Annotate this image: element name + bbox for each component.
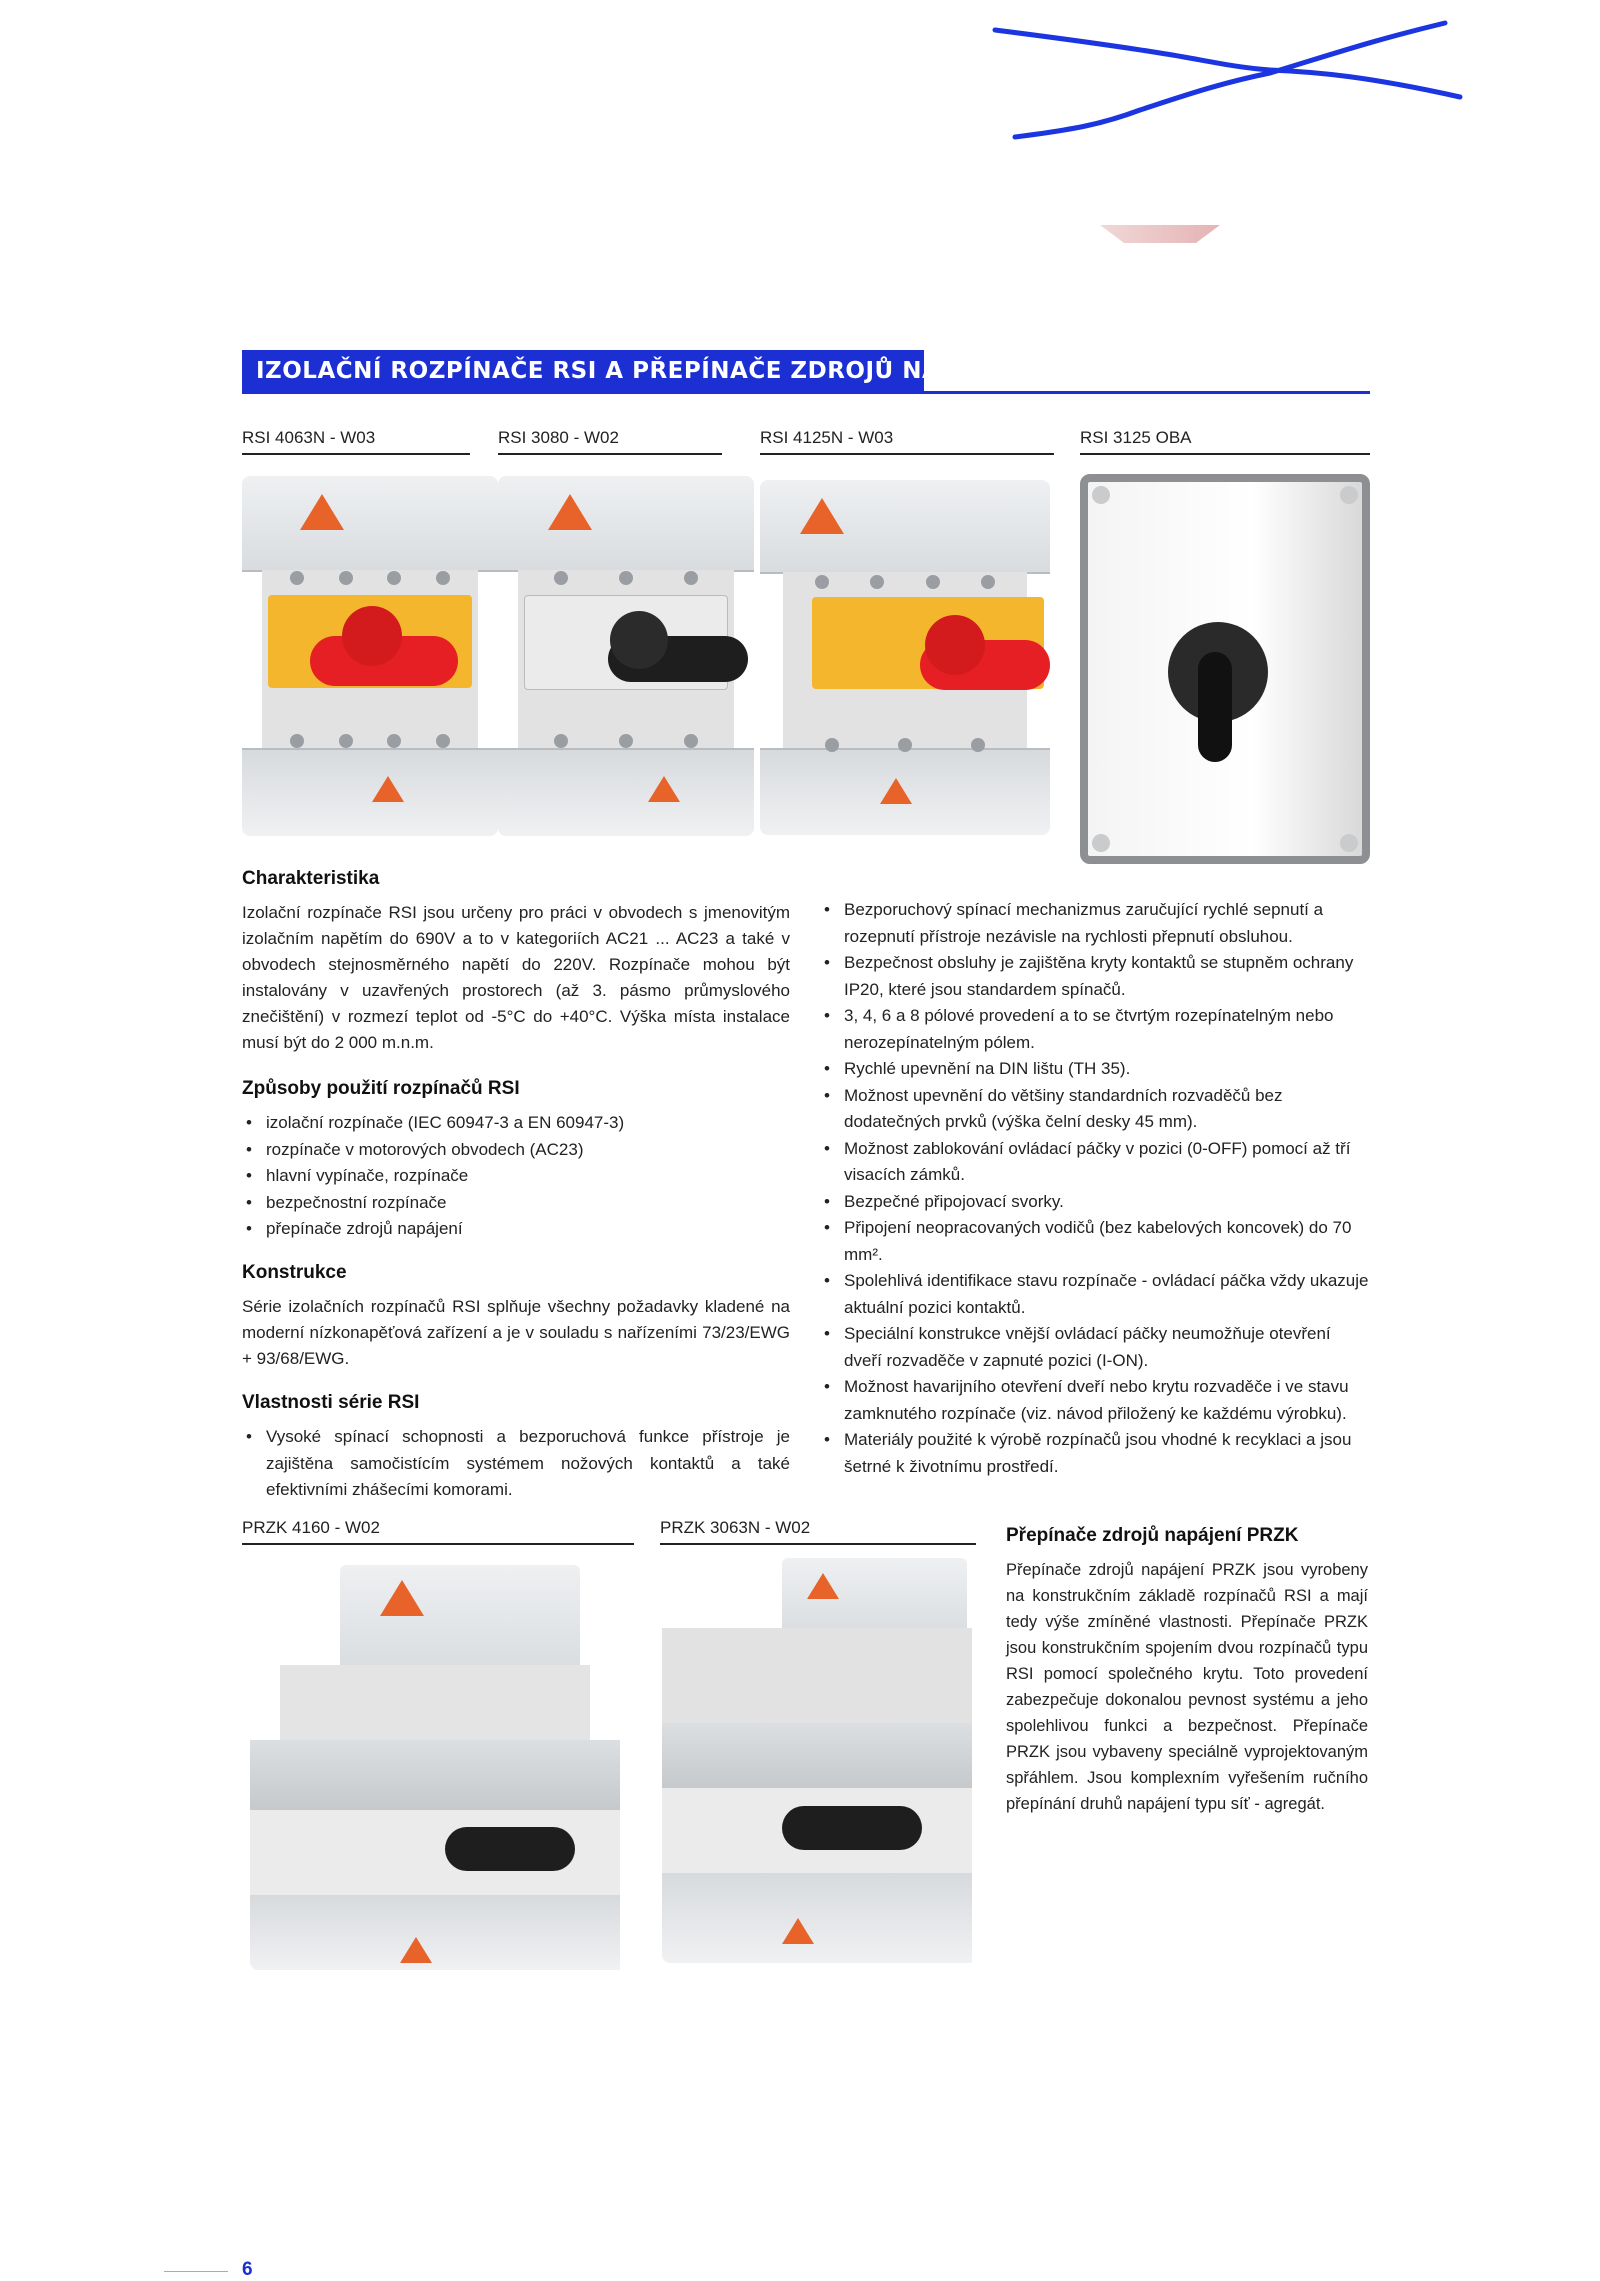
list-item: • izolační rozpínače (IEC 60947-3 a EN 60947-3)	[242, 1110, 790, 1137]
list-item: • hlavní vypínače, rozpínače	[242, 1163, 790, 1190]
list-item: • Bezpečné připojovací svorky.	[820, 1189, 1370, 1216]
list-zpusoby-pouziti	[242, 1110, 790, 1243]
list-item: • Materiály použité k výrobě rozpínačů jsou vhodné k recyklaci a jsou šetrné k životnímu prostředí.	[820, 1427, 1370, 1480]
text-przk: Přepínače zdrojů napájení PRZK jsou vyrobeny na konstrukčním základě rozpínačů RSI a mají tedy výše zmíněné vlastnosti. Přepínače PRZK jsou konstrukčním spojením dvou rozpínačů typu RSI pomocí společného krytu. Toto provedení zabezpečuje dokonalou pevnost systému a jeho spolehlivou funkci a bezpečnost. Přepínače PRZK jsou vybaveny speciálně vyprojektovaným spřáhlem. Jsou komplexním vyřešením ručního přepínání druhů napájení typu síť - agregát.	[1006, 1561, 1368, 1813]
list-item: • Speciální konstrukce vnější ovládací páčky neumožňuje otevření dveří rozvaděče v zapnuté pozici (I-ON).	[820, 1321, 1370, 1374]
list-item: • 3, 4, 6 a 8 pólové provedení a to se čtvrtým rozepínatelným nebo nerozepínatelným pólem.	[820, 1003, 1370, 1056]
product-label-rule	[242, 453, 470, 455]
product-label-rule	[660, 1543, 976, 1545]
top-image-fragment	[1100, 225, 1220, 243]
list-item: • Možnost zablokování ovládací páčky v pozici (0-OFF) pomocí až tří visacích zámků.	[820, 1136, 1370, 1189]
list-item: • rozpínače v motorových obvodech (AC23)	[242, 1137, 790, 1164]
product-label-rsi-4063n: RSI 4063N - W03	[242, 428, 376, 447]
text-charakteristika: Izolační rozpínače RSI jsou určeny pro práci v obvodech s jmenovitým izolačním napětím do 690V a to v kategoriích AC21 ... AC23 a také v obvodech stejnosměrného napětí do 220V. Rozpínače mohou být instalovány v uzavřených prostorech (až 3. pásmo průmyslového znečištění) v rozmezí teplot od -5°C do +40°C. Výška místa instalace musí být do 2 000 m.n.m.	[242, 903, 790, 1052]
product-image-przk-3063n	[662, 1558, 980, 1963]
list-item: • Vysoké spínací schopnosti a bezporuchová funkce přístroje je zajištěna samočistícím systémem nožových kontaktů a také efektivními zhášecími komorami.	[242, 1424, 790, 1504]
product-label-przk-3063n: PRZK 3063N - W02	[660, 1518, 811, 1537]
product-image-przk-4160	[250, 1565, 630, 1970]
product-label-rule	[1080, 453, 1370, 455]
heading-przk: Přepínače zdrojů napájení PRZK	[1006, 1525, 1299, 1546]
list-item: • Připojení neopracovaných vodičů (bez kabelových koncovek) do 70 mm².	[820, 1215, 1370, 1268]
product-image-rsi-4063n	[242, 476, 498, 836]
handwritten-scribble	[990, 15, 1470, 145]
list-item: • přepínače zdrojů napájení	[242, 1216, 790, 1243]
product-image-rsi-3125-oba	[1080, 474, 1370, 864]
list-item: • bezpečnostní rozpínače	[242, 1190, 790, 1217]
list-item: • Bezporuchový spínací mechanizmus zaručující rychlé sepnutí a rozepnutí přístroje nezávisle na rychlosti přepnutí obsluhou.	[820, 897, 1370, 950]
list-item: • Bezpečnost obsluhy je zajištěna kryty kontaktů se stupněm ochrany IP20, které jsou standardem spínačů.	[820, 950, 1370, 1003]
product-image-rsi-4125n	[760, 480, 1050, 835]
banner-underline	[242, 391, 1370, 394]
heading-vlastnosti: Vlastnosti série RSI	[242, 1392, 420, 1413]
list-vlastnosti	[242, 1424, 790, 1504]
product-image-rsi-3080	[498, 476, 754, 836]
product-label-rsi-3125-oba: RSI 3125 OBA	[1080, 428, 1192, 447]
heading-konstrukce: Konstrukce	[242, 1262, 347, 1283]
page-number: 6	[242, 2259, 253, 2280]
list-item: • Možnost upevnění do většiny standardních rozvaděčů bez dodatečných prvků (výška čelní desky 45 mm).	[820, 1083, 1370, 1136]
product-label-rule	[760, 453, 1054, 455]
section-title-banner: IZOLAČNÍ ROZPÍNAČE RSI A PŘEPÍNAČE ZDROJŮ NAPÁJENÍ PRZK	[242, 350, 924, 392]
product-label-przk-4160: PRZK 4160 - W02	[242, 1518, 380, 1537]
text-konstrukce: Série izolačních rozpínačů RSI splňuje všechny požadavky kladené na moderní nízkonapěťová zařízení a je v souladu s nařízeními 73/23/EWG + 93/68/EWG.	[242, 1297, 790, 1368]
heading-zpusoby-pouziti: Způsoby použití rozpínačů RSI	[242, 1078, 520, 1099]
list-features	[820, 897, 1370, 1480]
product-label-rule	[242, 1543, 634, 1545]
heading-charakteristika: Charakteristika	[242, 868, 380, 889]
product-label-rsi-3080: RSI 3080 - W02	[498, 428, 619, 447]
list-item: • Možnost havarijního otevření dveří nebo krytu rozvaděče i ve stavu zamknutého rozpínače (viz. návod přiložený ke každému výrobku).	[820, 1374, 1370, 1427]
product-label-rule	[498, 453, 722, 455]
product-label-rsi-4125n: RSI 4125N - W03	[760, 428, 894, 447]
list-item: • Spolehlivá identifikace stavu rozpínače - ovládací páčka vždy ukazuje aktuální pozici kontaktů.	[820, 1268, 1370, 1321]
list-item: • Rychlé upevnění na DIN lištu (TH 35).	[820, 1056, 1370, 1083]
page-number-rule	[164, 2271, 228, 2272]
